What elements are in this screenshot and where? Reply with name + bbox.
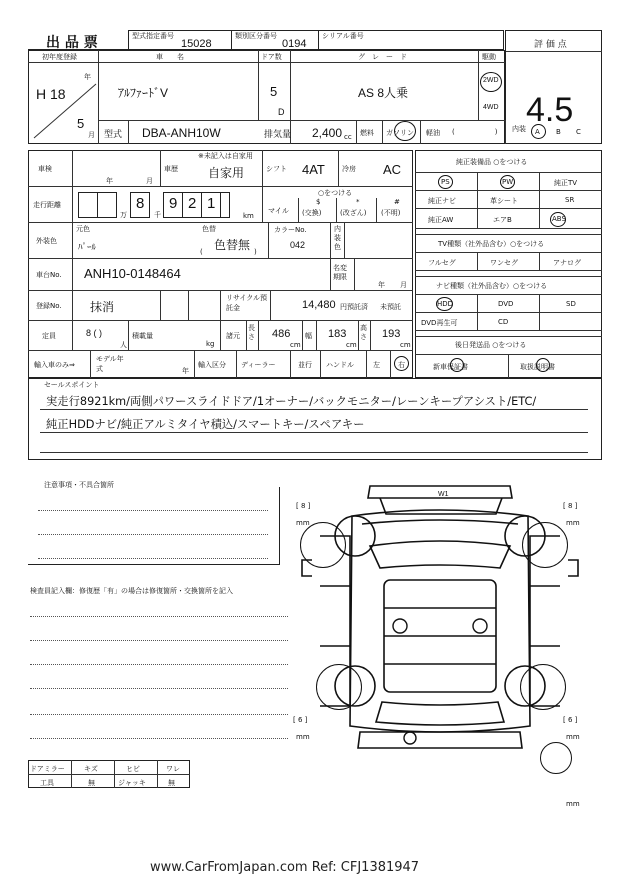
tread-fl: [ 8 ] — [296, 502, 311, 510]
interior-c: C — [576, 128, 581, 136]
legend-tools-value: 無 — [88, 779, 95, 787]
year-unit: 年 — [84, 73, 91, 81]
chassis-value: ANH10-0148464 — [84, 266, 181, 281]
drive-4wd: 4WD — [483, 104, 499, 111]
inspection-month-unit: 月 — [146, 177, 153, 185]
equip-leather: 革シート — [490, 197, 518, 205]
usage-label: 車歴 — [164, 165, 178, 173]
inspection-label: 車検 — [38, 165, 52, 173]
orig-color-label: 元色 — [76, 225, 90, 233]
equip-navi: 純正ナビ — [428, 197, 456, 205]
sales-points-line-2: 純正HDDナビ/純正アルミタイヤ積込/スマートキー/スペアキー — [46, 418, 365, 431]
legend-jack: ジャッキ — [118, 779, 146, 787]
recycle-unit: 円預託済 — [340, 303, 368, 311]
recycle-not-deposited: 未預託 — [380, 303, 401, 311]
tire-rr-circle — [520, 664, 566, 710]
load-unit: kg — [206, 340, 215, 348]
legend-crack: ヒビ — [126, 765, 140, 773]
ext-color-label: 外装色 — [36, 237, 57, 245]
model-designation-cell — [128, 30, 232, 50]
later-new-cert: 新車保証書 — [433, 363, 468, 371]
title-cell — [28, 30, 128, 50]
handle-left: 左 — [373, 361, 380, 369]
score-label: 評 価 点 — [534, 40, 567, 50]
tv-fullseg: フルセグ — [428, 259, 456, 267]
first-reg-month: 5 — [77, 116, 85, 131]
legend-break: ワレ — [166, 765, 180, 773]
tamper-symbol: * — [356, 198, 360, 206]
shift-label: シフト — [266, 165, 287, 173]
later-ship-label: 後日発送品 ○をつける — [455, 341, 527, 349]
name-change-month-unit: 月 — [400, 281, 407, 289]
name-change-label: 名変期限 — [333, 264, 347, 281]
mileage-mark-note: ○をつける — [318, 189, 353, 197]
length-value: 486 — [272, 328, 291, 340]
drive-2wd: 2WD — [483, 77, 499, 84]
displacement-label: 排気量 — [264, 130, 292, 140]
equip-abs: ABS — [552, 215, 566, 223]
width-unit: cm — [346, 341, 357, 349]
factory-equip-label: 純正装備品 ○をつける — [456, 158, 528, 166]
tread-fr: [ 8 ] — [563, 502, 578, 510]
color-no-value: 042 — [290, 240, 306, 250]
displacement-unit: cc — [344, 133, 352, 141]
recycle-label: リサイクル預託金 — [226, 294, 268, 312]
model-type-label: 型式 — [104, 130, 123, 140]
door-type: D — [278, 107, 285, 117]
equip-ps: PS — [441, 178, 450, 186]
tread-fl-unit: mm — [296, 519, 310, 527]
grade-value: AS 8人乗 — [358, 86, 409, 100]
model-year-unit: 年 — [182, 367, 189, 375]
ac-label: 冷房 — [342, 165, 356, 173]
registration-label: 登録No. — [36, 302, 62, 310]
front-damage-code: W1 — [438, 491, 449, 498]
serial-label: シリアル番号 — [322, 32, 364, 40]
first-reg-era: H 18 — [36, 86, 66, 102]
equip-aw: 純正AW — [428, 216, 454, 224]
doors-value: 5 — [270, 84, 278, 99]
first-reg-label: 初年度登録 — [42, 53, 77, 61]
model-type-value: DBA-ANH10W — [142, 126, 221, 140]
category-label: 類別区分番号 — [235, 32, 277, 40]
mileage-man-unit: 万 — [120, 211, 127, 219]
dims-label: 諸元 — [226, 332, 240, 340]
tread-rl: [ 6 ] — [293, 716, 308, 724]
tread-fr-unit: mm — [566, 519, 580, 527]
handle-label: ハンドル — [326, 361, 354, 369]
navi-dvd-play: DVD再生可 — [421, 319, 458, 327]
tire-rl-circle — [316, 664, 362, 710]
mileage-km-unit: km — [243, 212, 254, 220]
capacity-unit: 人 — [120, 341, 127, 349]
recycle-value: 14,480 — [302, 299, 336, 311]
shift-value: 4AT — [302, 162, 325, 177]
later-manual: 取扱説明書 — [520, 363, 555, 371]
sales-points-label: セールスポイント — [44, 381, 100, 389]
equip-airbag: エアB — [493, 216, 512, 224]
model-year-label: モデル年式 — [96, 355, 124, 373]
equip-pw: PW — [502, 178, 514, 186]
mileage-label: 走行距離 — [33, 201, 61, 209]
tire-fr-circle — [522, 522, 568, 568]
height-label: 高さ — [360, 324, 367, 341]
paren-open: ( — [200, 248, 203, 256]
usage-note: ※未記入は自家用 — [198, 152, 253, 160]
tire-fl-circle — [300, 522, 346, 568]
tamper-option: (改ざん) — [340, 209, 367, 217]
page-title: 出 品 票 — [46, 35, 98, 51]
load-label: 積載量 — [132, 332, 153, 340]
fuel-label: 燃料 — [360, 129, 374, 137]
length-unit: cm — [290, 341, 301, 349]
inspector-label: 検査員記入欄：修復歴「有」の場合は修復箇所・交換箇所を記入 — [30, 587, 233, 595]
chassis-label: 車台No. — [36, 271, 62, 279]
capacity-value: 8 ( ) — [86, 328, 103, 338]
import-dealer: ディーラー — [241, 361, 276, 369]
paren-close: ) — [254, 248, 257, 256]
score-value: 4.5 — [526, 91, 574, 129]
attention-label: 注意事項・不具合箇所 — [44, 481, 114, 489]
model-designation-label: 型式指定番号 — [132, 32, 174, 40]
color-change-value: 色替無 — [214, 238, 251, 252]
handle-right: 右 — [398, 361, 405, 369]
car-name-label: 車 名 — [156, 53, 184, 61]
registration-value: 抹消 — [90, 300, 115, 314]
doors-label: ドア数 — [261, 53, 282, 61]
month-unit: 月 — [88, 131, 95, 139]
equip-sr: SR — [565, 196, 575, 204]
car-name-value: ｱﾙﾌｧｰﾄﾞV — [118, 86, 169, 100]
mileage-digit-3: 2 — [188, 195, 197, 212]
name-change-year-unit: 年 — [378, 281, 385, 289]
model-designation-value: 15028 — [181, 38, 212, 50]
length-label: 長さ — [248, 324, 255, 341]
height-unit: cm — [400, 341, 411, 349]
equip-tv: 純正TV — [554, 179, 578, 187]
legend-door-mirror: ドアミラー — [30, 765, 65, 773]
tread-rr: [ 6 ] — [563, 716, 578, 724]
first-reg-diagonal — [30, 80, 100, 140]
grade-label: グ レ ー ド — [358, 53, 407, 61]
width-label: 幅 — [305, 332, 312, 340]
navi-hdd: HDD — [437, 300, 454, 308]
tread-rl-unit: mm — [296, 733, 310, 741]
sales-points-line-1: 実走行8921km/両側パワースライドドア/1オーナー/バックモニター/レーンキープアシスト/ETC/ — [46, 395, 537, 408]
tv-type-label: TV種類（社外品含む）○をつける — [438, 240, 545, 248]
tread-rr-unit: mm — [566, 733, 580, 741]
drive-label: 駆動 — [482, 53, 496, 61]
ext-color-value: ﾊﾟｰﾙ — [78, 242, 97, 252]
legend-scratch: キズ — [84, 765, 98, 773]
tv-analog: アナログ — [553, 259, 581, 267]
fuel-diesel: 軽油 — [426, 129, 440, 137]
tv-oneseg: ワンセグ — [490, 259, 518, 267]
usage-value: 自家用 — [208, 166, 245, 180]
inspection-year-unit: 年 — [106, 177, 113, 185]
interior-label: 内装 — [512, 125, 526, 133]
mileage-digit-2: 9 — [169, 195, 178, 212]
capacity-label: 定員 — [42, 332, 56, 340]
color-change-label: 色替 — [202, 225, 216, 233]
swap-symbol: $ — [316, 198, 321, 206]
mileage-digit-4: 1 — [207, 195, 216, 212]
category-cell — [231, 30, 319, 50]
mile-option: マイル — [268, 207, 289, 215]
ac-value: AC — [383, 162, 402, 177]
displacement-value: 2,400 — [312, 126, 343, 140]
interior-b: B — [556, 128, 561, 136]
height-value: 193 — [382, 328, 401, 340]
navi-sd: SD — [566, 300, 576, 308]
color-no-label: カラーNo. — [274, 226, 307, 234]
spare-unit: mm — [566, 800, 580, 808]
swap-option: (交換) — [302, 209, 322, 217]
import-label: 輸入車のみ⇒ — [34, 361, 75, 369]
fuel-gasoline: ガソリン — [386, 129, 414, 137]
spare-tire-circle — [540, 742, 572, 774]
import-parallel: 並行 — [298, 361, 312, 369]
mileage-digit-1: 8 — [136, 195, 145, 212]
navi-type-label: ナビ種類（社外品含む）○をつける — [436, 282, 548, 290]
import-category-label: 輸入区分 — [198, 361, 226, 369]
unknown-symbol: # — [394, 198, 400, 206]
attention-box — [28, 487, 280, 565]
navi-dvd: DVD — [498, 300, 514, 308]
category-value: 0194 — [282, 38, 307, 50]
watermark: www.CarFromJapan.com Ref: CFJ1381947 — [150, 860, 420, 875]
serial-cell — [318, 30, 504, 50]
mileage-sen-unit: 千 — [154, 211, 161, 219]
diesel-paren: ( ) — [452, 128, 498, 136]
legend-jack-value: 無 — [168, 779, 175, 787]
navi-cd: CD — [498, 318, 509, 326]
interior-a: A — [535, 128, 540, 136]
int-color-label: 内装色 — [334, 225, 341, 251]
legend-tools: 工具 — [40, 779, 54, 787]
width-value: 183 — [328, 328, 347, 340]
unknown-option: (不明) — [381, 209, 401, 217]
